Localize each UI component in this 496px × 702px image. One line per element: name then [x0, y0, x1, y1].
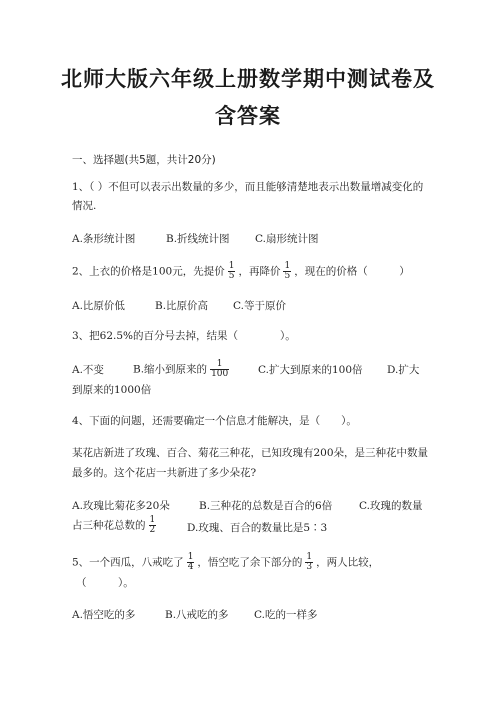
q3-option-d: D.扩大	[387, 364, 420, 376]
q2-text-part3: ，现在的价格（ ）	[294, 265, 410, 278]
section-heading-choice: 一、选择题(共5题，共计20分)	[72, 154, 216, 166]
q1-option-a: A.条形统计图	[72, 233, 136, 245]
q1-option-c: C.扇形统计图	[255, 233, 319, 245]
q5-fraction-1: $\frac{1}{4}$	[187, 552, 194, 572]
q2-text-part2: ，再降价	[238, 265, 281, 278]
q2-option-c: C.等于原价	[233, 300, 286, 312]
q4-option-a: A.玫瑰比菊花多20朵	[72, 500, 170, 512]
question-4-context-cont: 最多的。这个花店一共新进了多少朵花?	[72, 467, 257, 479]
q2-fraction-2: $\frac{1}{5}$	[284, 261, 291, 281]
q3-option-c: C.扩大到原来的100倍	[258, 364, 363, 376]
document-title-line2: 含答案	[215, 104, 281, 128]
question-1-text: 1、（ ）不但可以表示出数量的多少，而且能够清楚地表示出数量增减变化的	[72, 181, 424, 193]
q3-option-b: B.缩小到原来的 $\frac{1}{100}$	[133, 359, 229, 379]
q5-fraction-2: $\frac{1}{3}$	[306, 552, 313, 572]
question-3-text: 3、把62.5%的百分号去掉，结果（ ）。	[72, 330, 296, 342]
q4-option-c: C.玫瑰的数量	[359, 500, 423, 512]
q5-option-c: C.吃的一样多	[254, 609, 318, 621]
q3-option-a: A.不变	[72, 364, 104, 376]
q4-option-c-fraction: $\frac{1}{2}$	[149, 515, 156, 535]
q4-option-b: B.三种花的总数是百合的6倍	[199, 500, 333, 512]
q4-option-c-cont: 占三种花总数的 $\frac{1}{2}$	[72, 515, 156, 535]
q1-option-b: B.折线统计图	[166, 233, 230, 245]
question-2-text	[72, 262, 436, 281]
q2-option-b: B.比原价高	[155, 300, 209, 312]
question-4-text: 4、下面的问题，还需要确定一个信息才能解决，是（ ）。	[72, 415, 357, 427]
q2-fraction-1: $\frac{1}{5}$	[228, 261, 235, 281]
q5-option-a: A.悟空吃的多	[72, 609, 136, 621]
q3-option-b-fraction: $\frac{1}{100}$	[211, 359, 229, 379]
q5-option-b: B.八戒吃的多	[165, 609, 229, 621]
question-4-context: 某花店新进了玫瑰、百合、菊花三种花，已知玫瑰有200朵，是三种花中数量	[72, 447, 429, 459]
question-1-text-cont: 情况.	[72, 200, 97, 212]
q3-option-d-cont: 到原来的1000倍	[72, 384, 152, 396]
document-title-line1: 北师大版六年级上册数学期中测试卷及	[61, 67, 435, 91]
q2-text-part1: 2、上衣的价格是100元，先提价	[72, 265, 225, 278]
question-5-text: 5、一个西瓜，八戒吃了 $\frac{1}{4}$ ，悟空吃了余下部分的 $\frac{1}{3}$ ，两人比较，	[72, 552, 380, 572]
question-5-text-cont: （ ）。	[76, 577, 134, 589]
q2-option-a: A.比原价低	[72, 300, 125, 312]
q4-option-d: D.玫瑰、百合的数量比是5∶3	[187, 522, 328, 534]
